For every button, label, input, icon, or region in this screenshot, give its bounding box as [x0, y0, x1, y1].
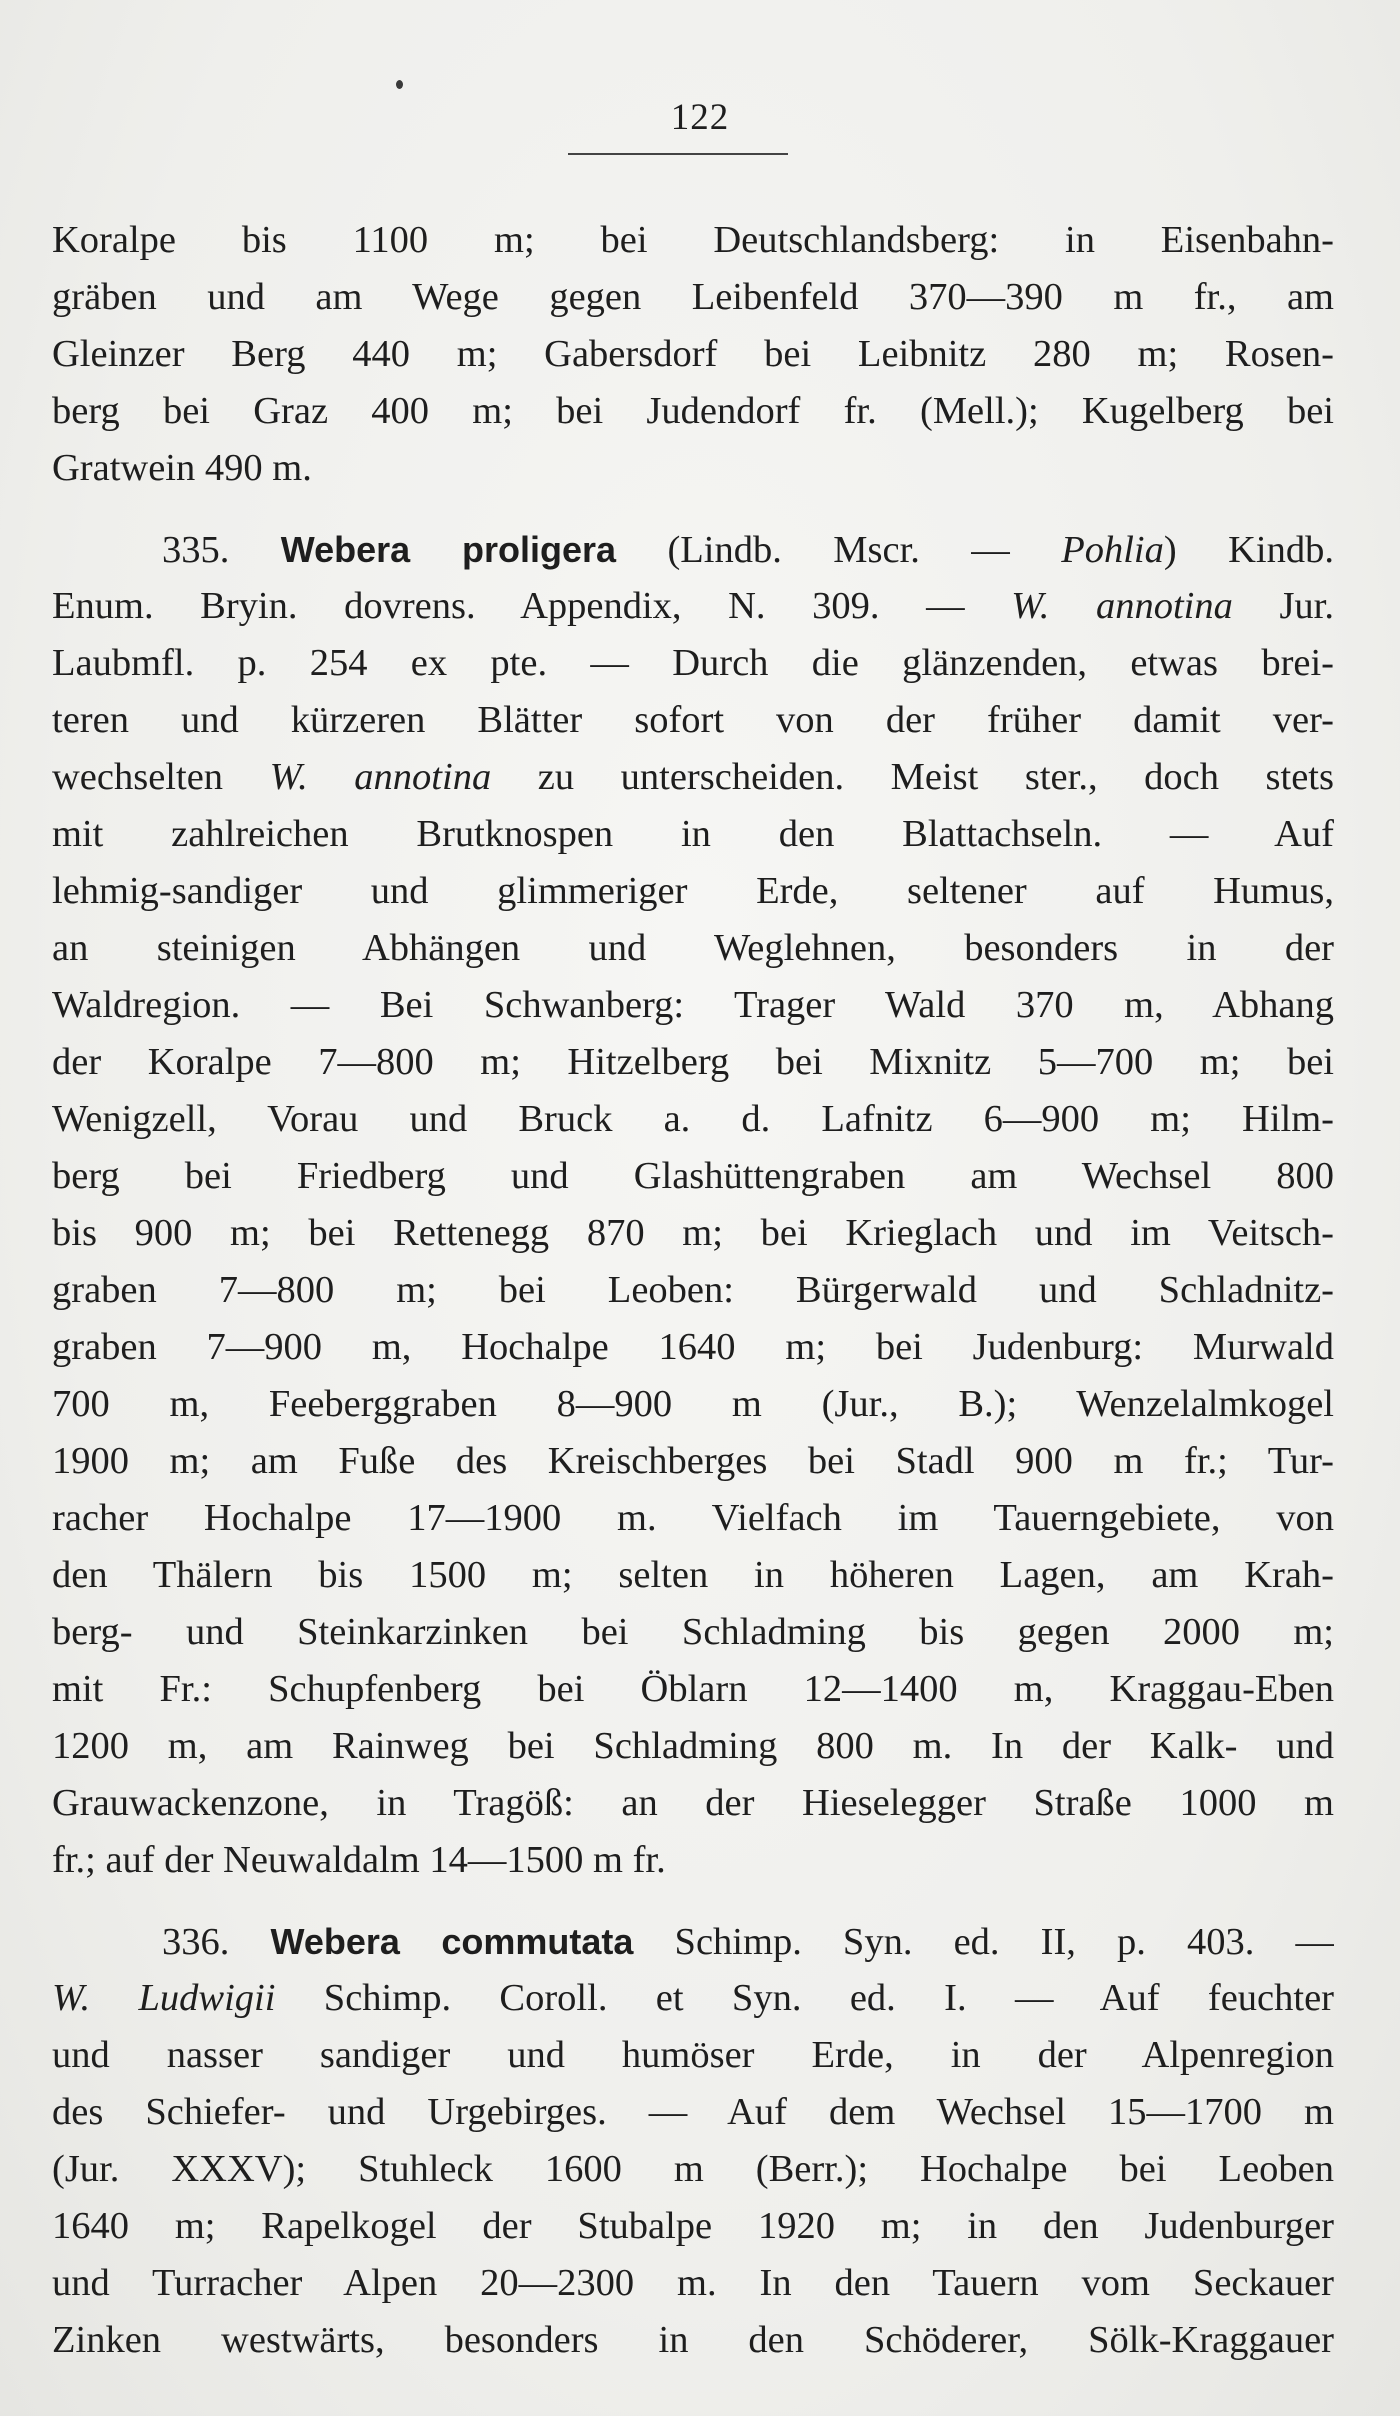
species-name: Webera proligera — [280, 529, 617, 570]
text-line: gräben und am Wege gegen Leibenfeld 370—390 m fr., am — [52, 276, 1334, 318]
synonym-italic: Pohlia — [1061, 529, 1164, 571]
text-line: mit zahlreichen Brutknospen in den Blattachseln. — Auf — [52, 813, 1334, 855]
text-line: an steinigen Abhängen und Weglehnen, besonders in der — [52, 927, 1334, 969]
text-run: Schimp. Syn. ed. II, p. 403. — — [633, 1921, 1334, 1963]
text-line: berg bei Friedberg und Glashüttengraben am Wechsel 800 — [52, 1155, 1334, 1197]
synonym-italic: W. annotina — [1011, 585, 1233, 627]
paragraph-gap — [52, 497, 1334, 521]
page-number: 122 — [670, 97, 730, 138]
text-line — [52, 578, 1334, 635]
species-name: Webera commutata — [270, 1921, 634, 1962]
text-line: 1200 m, am Rainweg bei Schladming 800 m. In der Kalk- und — [52, 1725, 1334, 1767]
page-number-rule — [568, 153, 788, 155]
text-line: racher Hochalpe 17—1900 m. Vielfach im Tauerngebiete, von — [52, 1497, 1334, 1539]
text-line: Zinken westwärts, besonders in den Schöderer, Sölk-Kraggauer — [52, 2319, 1334, 2361]
text-line: (Jur. XXXV); Stuhleck 1600 m (Berr.); Hochalpe bei Leoben — [52, 2148, 1334, 2190]
text-line: den Thälern bis 1500 m; selten in höheren Lagen, am Krah- — [52, 1554, 1334, 1596]
synonym-italic: W. annotina — [269, 756, 492, 798]
text-line: Gratwein 490 m. — [52, 447, 312, 489]
text-run: zu unterscheiden. Meist ster., doch stets — [491, 756, 1334, 798]
text-line: 1900 m; am Fuße des Kreischberges bei Stadl 900 m fr.; Tur- — [52, 1440, 1334, 1482]
entry-prev-tail — [52, 212, 1334, 497]
text-line: mit Fr.: Schupfenberg bei Öblarn 12—1400 m, Kraggau-Eben — [52, 1668, 1334, 1710]
text-line: fr.; auf der Neuwaldalm 14—1500 m fr. — [52, 1839, 666, 1881]
text-run: Schimp. Coroll. et Syn. ed. I. — Auf feuchter — [275, 1977, 1334, 2019]
synonym-italic: W. Ludwigii — [52, 1977, 276, 2019]
text-line: teren und kürzeren Blätter sofort von der früher damit ver- — [52, 699, 1334, 741]
text-line: und Turracher Alpen 20—2300 m. In den Tauern vom Seckauer — [52, 2262, 1334, 2304]
entry-heading-line — [52, 1913, 1334, 1970]
text-run: Jur. — [1232, 585, 1334, 627]
text-line — [52, 749, 1334, 806]
text-line: Gleinzer Berg 440 m; Gabersdorf bei Leibnitz 280 m; Rosen- — [52, 333, 1334, 375]
ink-speck — [396, 80, 403, 89]
text-line: und nasser sandiger und humöser Erde, in der Alpenregion — [52, 2034, 1334, 2076]
paragraph-gap — [52, 1889, 1334, 1913]
text-line: Koralpe bis 1100 m; bei Deutschlandsberg: in Eisenbahn- — [52, 219, 1334, 261]
text-run: ) Kindb. — [1163, 529, 1334, 571]
text-run: (Lindb. Mscr. — — [616, 529, 1062, 571]
text-line: 1640 m; Rapelkogel der Stubalpe 1920 m; in den Judenburger — [52, 2205, 1334, 2247]
entry-number: 335. — [162, 529, 230, 571]
text-line: 700 m, Feeberggraben 8—900 m (Jur., B.); Wenzelalmkogel — [52, 1383, 1334, 1425]
text-run: Enum. Bryin. dovrens. Appendix, N. 309. — — [52, 585, 1012, 627]
entry-heading-line — [52, 521, 1334, 578]
text-line: berg bei Graz 400 m; bei Judendorf fr. (Mell.); Kugelberg bei — [52, 390, 1334, 432]
text-line: graben 7—800 m; bei Leoben: Bürgerwald und Schladnitz- — [52, 1269, 1334, 1311]
text-line: lehmig-sandiger und glimmeriger Erde, seltener auf Humus, — [52, 870, 1334, 912]
text-line: der Koralpe 7—800 m; Hitzelberg bei Mixnitz 5—700 m; bei — [52, 1041, 1334, 1083]
text-run: wechselten — [52, 756, 270, 798]
body-text — [52, 212, 1334, 2369]
text-line: des Schiefer- und Urgebirges. — Auf dem Wechsel 15—1700 m — [52, 2091, 1334, 2133]
text-line: bis 900 m; bei Rettenegg 870 m; bei Krieglach und im Veitsch- — [52, 1212, 1334, 1254]
entry-336 — [52, 1913, 1334, 2369]
text-line: Wenigzell, Vorau und Bruck a. d. Lafnitz 6—900 m; Hilm- — [52, 1098, 1334, 1140]
text-line: Waldregion. — Bei Schwanberg: Trager Wald 370 m, Abhang — [52, 984, 1334, 1026]
text-line: Grauwackenzone, in Tragöß: an der Hieselegger Straße 1000 m — [52, 1782, 1334, 1824]
text-line — [52, 1970, 1334, 2027]
entry-number: 336. — [162, 1921, 230, 1963]
text-line: graben 7—900 m, Hochalpe 1640 m; bei Judenburg: Murwald — [52, 1326, 1334, 1368]
text-line: Laubmfl. p. 254 ex pte. — Durch die glänzenden, etwas brei- — [52, 642, 1334, 684]
text-line: berg- und Steinkarzinken bei Schladming bis gegen 2000 m; — [52, 1611, 1334, 1653]
entry-335 — [52, 521, 1334, 1889]
